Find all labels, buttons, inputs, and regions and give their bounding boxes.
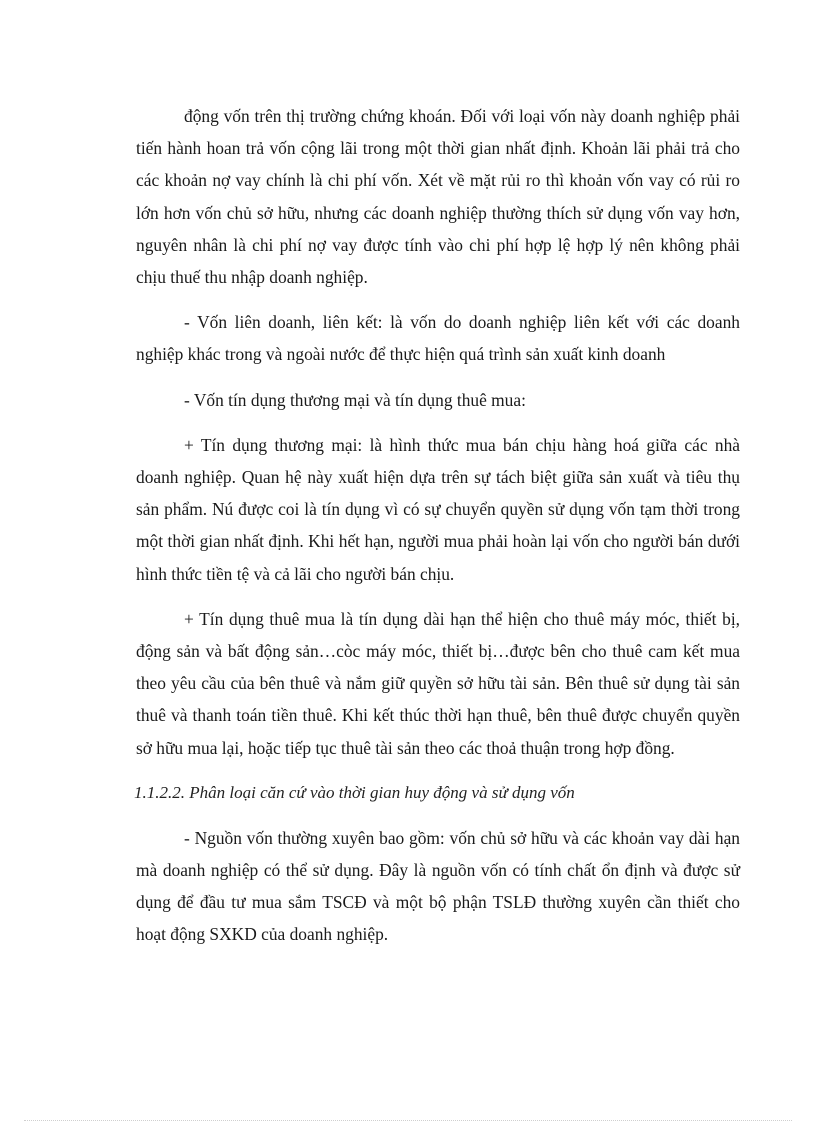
paragraph-credit-types: - Vốn tín dụng thương mại và tín dụng thuê mua: — [184, 389, 526, 410]
paragraph-joint-venture-capital: - Vốn liên doanh, liên kết: là vốn do doanh nghiệp liên kết với các doanh nghiệp khác trong và ngoài nước để thực hiện quá trình sản xuất kinh doanh — [136, 312, 740, 365]
paragraph-permanent-capital: - Nguồn vốn thường xuyên bao gồm: vốn chủ sở hữu và các khoản vay dài hạn mà doanh nghiệp có thể sử dụng. Đây là nguồn vốn có tính chất ổn định và được sử dụng để đầu tư mua sắm TSCĐ và một bộ phận TSLĐ thường xuyên cần thiết cho hoạt động SXKD của doanh nghiệp. — [136, 827, 740, 945]
paragraph-trade-credit: + Tín dụng thương mại: là hình thức mua bán chịu hàng hoá giữa các nhà doanh nghiệp. Quan hệ này xuất hiện dựa trên sự tách biệt giữa sản xuất và tiêu thụ sản phẩm. Nú được coi là tín dụng vì có sự chuyển quyền sử dụng vốn tạm thời trong một thời gian nhất định. Khi hết hạn, người mua phải hoàn lại vốn cho người bán dưới hình thức tiền tệ và cả lãi cho người bán chịu. — [136, 434, 740, 584]
page-bottom-divider — [24, 1120, 792, 1121]
paragraph-lease-credit: + Tín dụng thuê mua là tín dụng dài hạn thể hiện cho thuê máy móc, thiết bị, động sản và bất động sản…còc máy móc, thiết bị…được bên cho thuê cam kết mua theo yêu cầu của bên thuê và nắm giữ quyền sở hữu tài sản. Bên thuê sử dụng tài sản thuê và thanh toán tiền thuê. Khi kết thúc thời hạn thuê, bên thuê được chuyển quyền sở hữu mua lại, hoặc tiếp tục thuê tài sản theo các thoả thuận trong hợp đồng. — [136, 608, 740, 758]
paragraph-loan-capital: động vốn trên thị trường chứng khoán. Đối với loại vốn này doanh nghiệp phải tiến hành hoan trả vốn cộng lãi trong một thời gian nhất định. Khoản lãi phải trả cho các khoản nợ vay chính là chi phí vốn. Xét về mặt rủi ro thì khoản vốn vay có rủi ro lớn hơn vốn chủ sở hữu, nhưng các doanh nghiệp thường thích sử dụng vốn vay hơn, nguyên nhân là chi phí nợ vay được tính vào chi phí hợp lệ hợp lý nên không phải chịu thuế thu nhập doanh nghiệp. — [136, 106, 740, 288]
document-body — [136, 100, 740, 964]
section-heading: 1.1.2.2. Phân loại căn cứ vào thời gian huy động và sử dụng vốn — [134, 782, 575, 802]
